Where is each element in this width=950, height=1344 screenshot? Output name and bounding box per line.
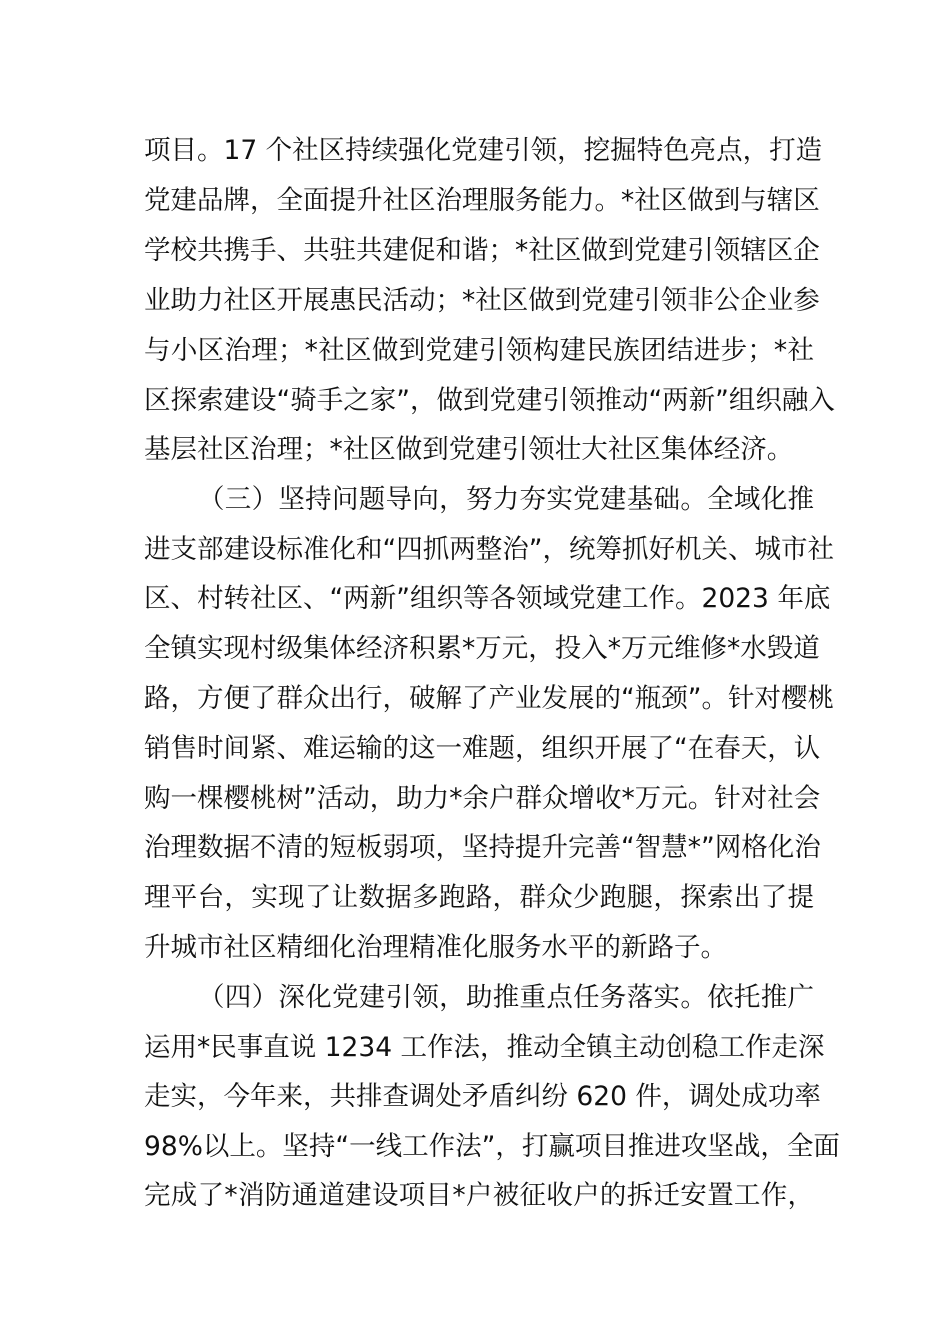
section-heading-line: （三）坚持问题导向，努力夯实党建基础。全域化推 (198, 484, 814, 515)
text-line: 完成了*消防通道建设项目*户被征收户的拆迁安置工作， (144, 1180, 814, 1211)
text-line: 项目。17 个社区持续强化党建引领，挖掘特色亮点，打造 (144, 135, 823, 166)
text-line: 治理数据不清的短板弱项，坚持提升完善“智慧*”网格化治 (144, 832, 821, 863)
text-line: 区、村转社区、“两新”组织等各领域党建工作。2023 年底 (144, 583, 831, 614)
text-line: 与小区治理；*社区做到党建引领构建民族团结进步；*社 (144, 335, 814, 366)
text-line: 党建品牌，全面提升社区治理服务能力。*社区做到与辖区 (144, 185, 820, 216)
text-line: 升城市社区精细化治理精准化服务水平的新路子。 (144, 932, 727, 963)
text-line: 路，方便了群众出行，破解了产业发展的“瓶颈”。针对樱桃 (144, 683, 834, 714)
text-line: 区探索建设“骑手之家”，做到党建引领推动“两新”组织融入 (144, 385, 835, 416)
text-line: 基层社区治理；*社区做到党建引领壮大社区集体经济。 (144, 434, 794, 465)
text-line: 业助力社区开展惠民活动；*社区做到党建引领非公企业参 (144, 285, 820, 316)
text-line: 走实，今年来，共排查调处矛盾纠纷 620 件，调处成功率 (144, 1081, 821, 1112)
text-line: 进支部建设标准化和“四抓两整治”，统筹抓好机关、城市社 (144, 534, 834, 565)
text-line: 全镇实现村级集体经济积累*万元，投入*万元维修*水毁道 (144, 633, 820, 664)
text-line: 98%以上。坚持“一线工作法”，打赢项目推进攻坚战，全面 (144, 1131, 840, 1162)
section-heading-line: （四）深化党建引领，助推重点任务落实。依托推广 (198, 982, 814, 1013)
text-line: 购一棵樱桃树”活动，助力*余户群众增收*万元。针对社会 (144, 783, 821, 814)
text-line: 学校共携手、共驻共建促和谐；*社区做到党建引领辖区企 (144, 235, 820, 266)
text-line: 理平台，实现了让数据多跑路，群众少跑腿，探索出了提 (144, 882, 814, 913)
text-line: 运用*民事直说 1234 工作法，推动全镇主动创稳工作走深 (144, 1032, 825, 1063)
text-line: 销售时间紧、难运输的这一难题，组织开展了“在春天，认 (144, 733, 821, 764)
